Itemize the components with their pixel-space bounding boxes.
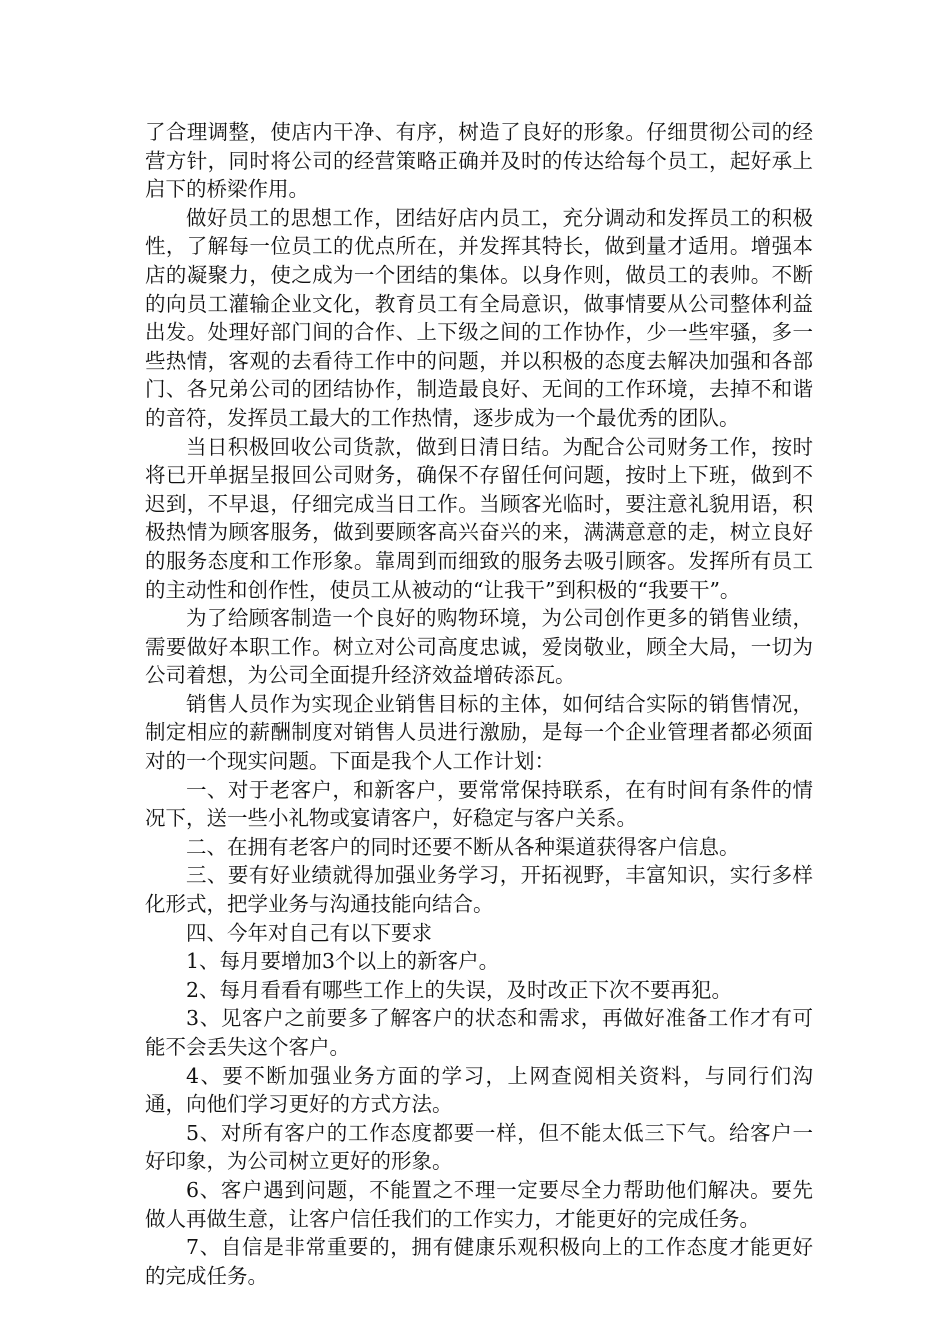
list-item-3: 三、要有好业绩就得加强业务学习，开拓视野，丰富知识，实行多样化形式，把学业务与沟通技能向结合。 <box>145 863 813 917</box>
document-body <box>145 118 813 1290</box>
sub-item-4: 4、要不断加强业务方面的学习，上网查阅相关资料，与同行们沟通，向他们学习更好的方式方法。 <box>145 1063 813 1117</box>
paragraph-payment-collection: 当日积极回收公司货款，做到日清日结。为配合公司财务工作，按时将已开单据呈报回公司财务，确保不存留任何问题，按时上下班，做到不迟到，不早退，仔细完成当日工作。当顾客光临时，要注意礼貌用语，积极热情为顾客服务，做到要顾客高兴奋兴的来，满满意意的走，树立良好的服务态度和工作形象。靠周到而细致的服务去吸引顾客。发挥所有员工的主动性和创作性，使员工从被动的“让我干”到积极的“我要干”。 <box>145 434 813 602</box>
sub-item-1: 1、每月要增加3个以上的新客户。 <box>186 949 500 974</box>
paragraph-sales-staff: 销售人员作为实现企业销售目标的主体，如何结合实际的销售情况，制定相应的薪酬制度对销售人员进行激励，是每一个企业管理者都必须面对的一个现实问题。下面是我个人工作计划： <box>145 691 813 774</box>
paragraph-staff-thinking: 做好员工的思想工作，团结好店内员工，充分调动和发挥员工的积极性，了解每一位员工的优点所在，并发挥其特长，做到量才适用。增强本店的凝聚力，使之成为一个团结的集体。以身作则，做员工的表帅。不断的向员工灌输企业文化，教育员工有全局意识，做事情要从公司整体利益出发。处理好部门间的合作、上下级之间的工作协作，少一些牢骚，多一些热情，客观的去看待工作中的问题，并以积极的态度去解决加强和各部门、各兄弟公司的团结协作，制造最良好、无间的工作环境，去掉不和谐的音符，发挥员工最大的工作热情，逐步成为一个最优秀的团队。 <box>145 205 813 430</box>
sub-item-3: 3、见客户之前要多了解客户的状态和需求，再做好准备工作才有可能不会丢失这个客户。 <box>145 1006 813 1059</box>
sub-item-2: 2、每月看看有哪些工作上的失误，及时改正下次不要再犯。 <box>186 977 733 1002</box>
sub-item-5: 5、对所有客户的工作态度都要一样，但不能太低三下气。给客户一好印象，为公司树立更好的形象。 <box>145 1120 813 1174</box>
list-item-4: 四、今年对自己有以下要求 <box>186 920 432 945</box>
sub-item-6: 6、客户遇到问题，不能置之不理一定要尽全力帮助他们解决。要先做人再做生意，让客户信任我们的工作实力，才能更好的完成任务。 <box>145 1177 813 1231</box>
list-item-1: 一、对于老客户，和新客户，要常常保持联系，在有时间有条件的情况下，送一些小礼物或宴请客户，好稳定与客户关系。 <box>145 777 813 831</box>
paragraph-shopping-environment: 为了给顾客制造一个良好的购物环境，为公司创作更多的销售业绩，需要做好本职工作。树立对公司高度忠诚，爱岗敬业，顾全大局，一切为公司着想，为公司全面提升经济效益增砖添瓦。 <box>145 606 813 688</box>
sub-item-7: 7、自信是非常重要的，拥有健康乐观积极向上的工作态度才能更好的完成任务。 <box>145 1235 813 1288</box>
paragraph-continuation: 了合理调整，使店内干净、有序，树造了良好的形象。仔细贯彻公司的经营方针，同时将公司的经营策略正确并及时的传达给每个员工，起好承上启下的桥梁作用。 <box>145 120 813 202</box>
list-item-2: 二、在拥有老客户的同时还要不断从各种渠道获得客户信息。 <box>186 834 740 859</box>
